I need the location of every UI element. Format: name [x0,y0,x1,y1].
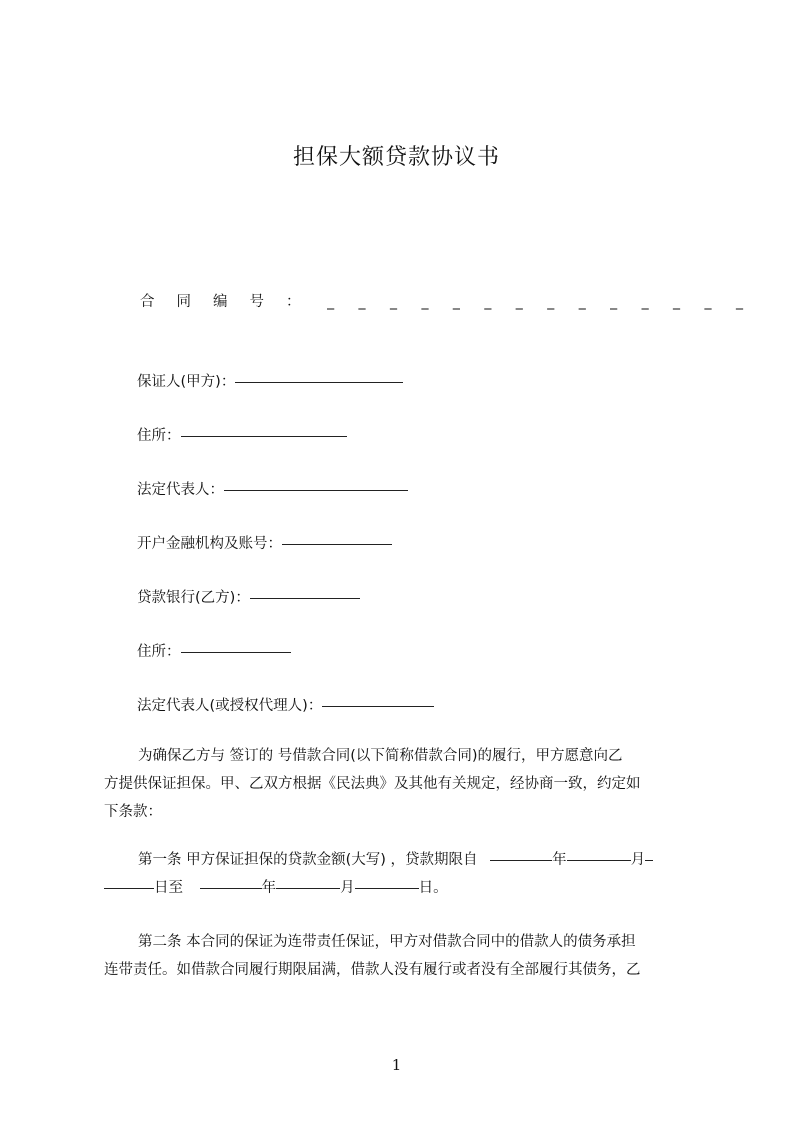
lender-label: 贷款银行(乙方)： [137,590,250,606]
bank-account-label: 开户金融机构及账号： [137,536,282,552]
end-month-blank [276,888,340,889]
day-end-label: 日。 [418,880,448,896]
guarantor-blank [235,382,403,383]
lender-address-label: 住所： [137,644,181,660]
day-to-label: 日至 [154,880,183,896]
article-1-text: 第一条 甲方保证担保的贷款金额(大写) ，贷款期限自 [138,852,478,868]
end-year-blank [200,888,262,889]
guarantor-address-row [137,426,347,446]
bank-account-row [137,534,392,554]
preamble-line: 方提供保证担保。甲、乙双方根据《民法典》及其他有关规定，经协商一致，约定如 [104,776,641,792]
lender-legal-rep-row [137,696,434,716]
guarantor-label: 保证人(甲方)： [137,374,236,390]
lender-blank [250,598,360,599]
article-2-line: 连带责任。如借款合同履行期限届满，借款人没有履行或者没有全部履行其债务，乙 [104,962,641,978]
year2-label: 年 [261,880,277,896]
lender-row [137,588,360,608]
page-number: 1 [391,1056,402,1074]
guarantor-legal-rep-row [137,480,408,500]
article-1-line [104,874,704,902]
month-label: 月 [630,852,646,868]
preamble-paragraph [104,742,704,826]
guarantor-address-label: 住所： [137,428,181,444]
article-2-line: 第二条 本合同的保证为连带责任保证，甲方对借款合同中的借款人的债务承担 [138,934,636,950]
article-2-paragraph [104,928,704,984]
start-day-blank [645,860,653,861]
lender-address-row [137,642,291,662]
bank-account-blank [282,544,392,545]
article-1-line [104,846,704,874]
contract-no-row [140,292,753,312]
guarantor-address-blank [181,436,347,437]
start-year-blank [490,860,552,861]
start-day-blank-cont [104,888,154,889]
lender-legal-rep-blank [322,706,434,707]
guarantor-legal-rep-blank [224,490,408,491]
preamble-line: 下条款： [104,804,162,820]
lender-legal-rep-label: 法定代表人(或授权代理人)： [137,698,323,714]
end-day-blank [355,888,419,889]
page-title: 担保大额贷款协议书 [292,145,500,170]
lender-address-blank [181,652,291,653]
contract-no-blank: _ _ _ _ _ _ _ _ _ _ _ _ _ _ [327,294,753,310]
contract-no-label: 合同编号： [140,294,323,310]
month2-label: 月 [340,880,355,896]
year-label: 年 [552,852,567,868]
start-month-blank [567,860,631,861]
guarantor-legal-rep-label: 法定代表人： [137,482,224,498]
guarantor-row [137,372,403,392]
article-1-paragraph [104,846,704,902]
preamble-line: 为确保乙方与 签订的 号借款合同(以下简称借款合同)的履行，甲方愿意向乙 [138,748,623,764]
